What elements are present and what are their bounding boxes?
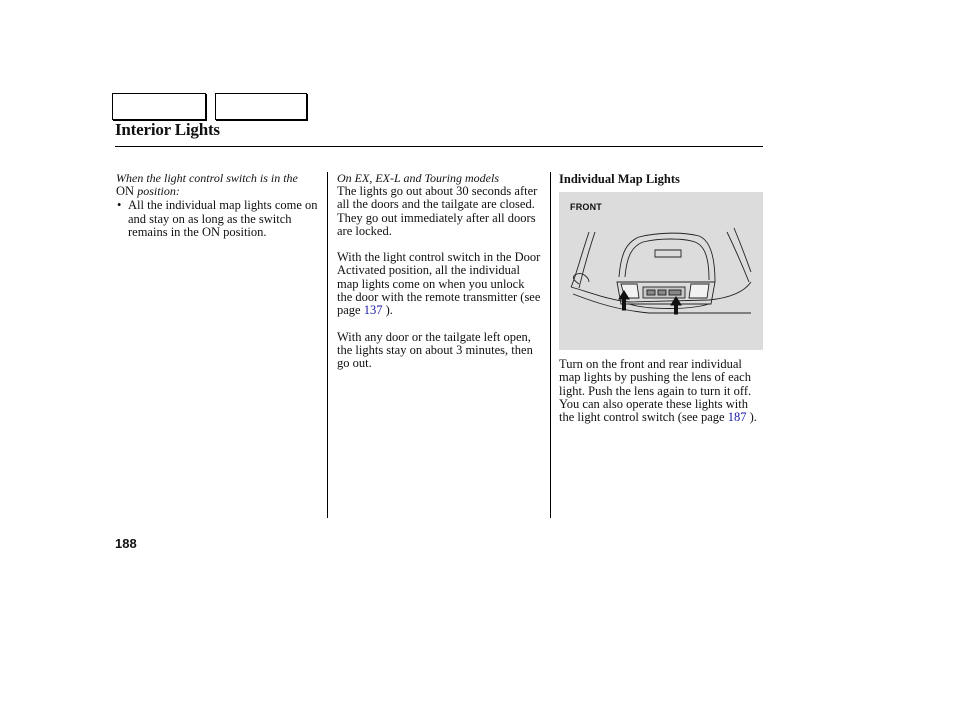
models-note: On EX, EX-L and Touring models (337, 171, 500, 185)
column-2 (337, 172, 542, 384)
nav-tab-1[interactable] (112, 93, 206, 120)
column-1 (116, 172, 321, 239)
map-lights-illustration (559, 192, 763, 350)
page-link-187[interactable]: 187 (727, 410, 747, 425)
page-title: Interior Lights (115, 120, 220, 139)
intro-line-1: When the light control switch is in the (116, 171, 298, 185)
intro-position: position: (137, 184, 180, 198)
bullet-text: All the individual map lights come on and stay on as long as the switch remains in the ON position. (128, 198, 318, 239)
paragraph-1: The lights go out about 30 seconds after all the doors and the tailgate are closed. They go out immediately after all doors are locked. (337, 184, 538, 238)
map-lights-text: Turn on the front and rear individual map lights by pushing the lens of each light. Push the lens again to turn it off. You can also operate these lights with the light control switch (see page (559, 357, 752, 425)
figure-label: FRONT (570, 202, 602, 212)
column-divider-2 (550, 172, 551, 518)
paragraph-2 (337, 251, 542, 317)
overhead-console-drawing (559, 192, 763, 350)
bullet-mark: • (117, 198, 122, 213)
map-lights-paragraph (559, 358, 764, 424)
paragraph-2-text: With the light control switch in the Door Activated position, all the individual map lights come on when you unlock the door with the remote transmitter (see page (337, 250, 541, 318)
page-link-137[interactable]: 137 (363, 303, 383, 318)
map-lights-end: ). (746, 410, 757, 425)
nav-tab-2[interactable] (215, 93, 307, 120)
section-heading: Individual Map Lights (559, 172, 680, 186)
intro-on: ON (116, 184, 135, 198)
title-rule (115, 146, 763, 147)
paragraph-3: With any door or the tailgate left open, the lights stay on about 3 minutes, then go out. (337, 329, 533, 371)
paragraph-2-end: ). (382, 303, 393, 318)
bullet-item (116, 199, 321, 239)
intro-line-2 (116, 185, 321, 198)
column-3 (559, 172, 764, 437)
column-divider-1 (327, 172, 328, 518)
page-number: 188 (115, 536, 137, 551)
